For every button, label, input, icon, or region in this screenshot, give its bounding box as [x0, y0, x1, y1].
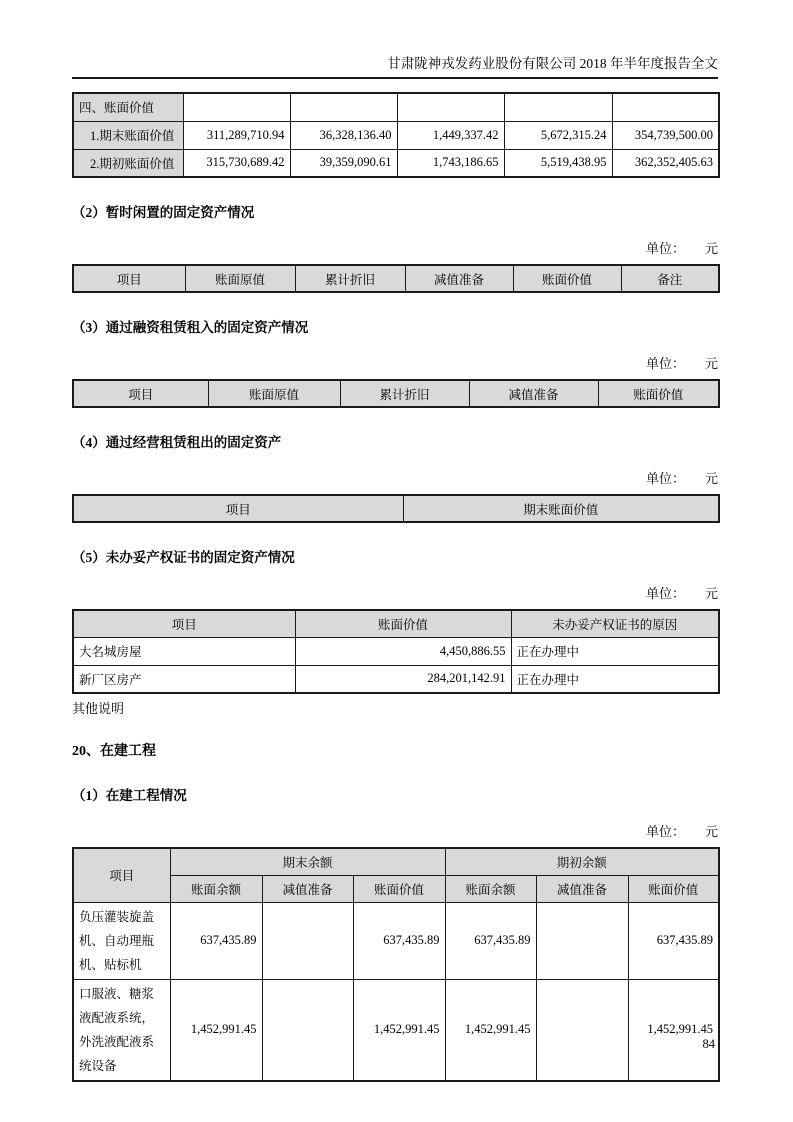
- column-header: 项目: [73, 380, 208, 407]
- row-label: 1.期末账面价值: [73, 121, 183, 149]
- empty-cell: [536, 979, 628, 1081]
- empty-cell: [183, 93, 290, 121]
- column-header: 备注: [621, 265, 719, 292]
- value-cell: 311,289,710.94: [183, 121, 290, 149]
- group-header-beginning-balance: 期初余额: [445, 848, 719, 875]
- item-cell: 口服液、糖浆液配液系统，外洗液配液系统设备: [73, 979, 170, 1081]
- empty-cell: [504, 93, 612, 121]
- value-cell: 39,359,090.61: [290, 149, 397, 177]
- table-row: [73, 637, 719, 665]
- value-cell: 284,201,142.91: [295, 665, 511, 693]
- unit-label: 单位：: [645, 241, 685, 256]
- column-header: 未办妥产权证书的原因: [511, 610, 719, 637]
- value-cell: 637,435.89: [353, 902, 445, 979]
- empty-cell: [612, 93, 719, 121]
- unit-line: [72, 241, 718, 256]
- value-cell: 315,730,689.42: [183, 149, 290, 177]
- value-cell: 1,452,991.45: [353, 979, 445, 1081]
- column-header: 期末账面价值: [403, 495, 719, 522]
- value-cell: 637,435.89: [445, 902, 536, 979]
- value-cell: 36,328,136.40: [290, 121, 397, 149]
- value-cell: 4,450,886.55: [295, 637, 511, 665]
- table-header-row: [73, 495, 719, 522]
- unit-line: [72, 356, 718, 371]
- item-cell: 负压灌装旋盖机、自动理瓶机、贴标机: [73, 902, 170, 979]
- column-header: 账面原值: [208, 380, 340, 407]
- value-cell: 1,743,186.65: [397, 149, 504, 177]
- table-row: [73, 93, 719, 121]
- unit-line: [72, 471, 718, 486]
- unit-label: 单位：: [645, 824, 685, 839]
- value-cell: 637,435.89: [628, 902, 719, 979]
- column-header: 账面价值: [353, 875, 445, 902]
- item-cell: 大名城房屋: [73, 637, 295, 665]
- finance-lease-table: [72, 379, 720, 408]
- table-subheader-row: [73, 875, 719, 902]
- page-content: [72, 0, 718, 1082]
- page-number: 84: [702, 1037, 715, 1051]
- unit-value: 元: [704, 586, 718, 601]
- value-cell: 5,519,438.95: [504, 149, 612, 177]
- column-header: 累计折旧: [295, 265, 405, 292]
- column-header: 账面原值: [185, 265, 295, 292]
- row-label: 2.期初账面价值: [73, 149, 183, 177]
- empty-cell: [262, 979, 353, 1081]
- section-heading-finance-lease: （3）通过融资租赁租入的固定资产情况: [72, 320, 309, 335]
- column-header: 项目: [73, 610, 295, 637]
- report-title: 甘肃陇神戎发药业股份有限公司 2018 年半年度报告全文: [387, 56, 718, 71]
- other-notes-label: 其他说明: [72, 701, 125, 716]
- section-heading-no-cert: （5）未办妥产权证书的固定资产情况: [72, 550, 295, 565]
- unit-value: 元: [704, 356, 718, 371]
- unit-line: [72, 586, 718, 601]
- value-cell: 1,452,991.45: [628, 979, 719, 1081]
- column-header: 累计折旧: [340, 380, 469, 407]
- book-value-table: [72, 92, 720, 178]
- table-row: [73, 979, 719, 1081]
- cip-table: [72, 847, 720, 1082]
- unit-value: 元: [704, 824, 718, 839]
- column-header: 账面价值: [598, 380, 719, 407]
- unit-label: 单位：: [645, 586, 685, 601]
- row-label: 四、账面价值: [73, 93, 183, 121]
- column-header: 账面价值: [513, 265, 621, 292]
- unit-value: 元: [704, 241, 718, 256]
- column-header: 项目: [73, 495, 403, 522]
- table-row: [73, 902, 719, 979]
- item-cell: 新厂区房产: [73, 665, 295, 693]
- table-header-row: [73, 265, 719, 292]
- value-cell: 1,449,337.42: [397, 121, 504, 149]
- column-header: 减值准备: [536, 875, 628, 902]
- group-header-ending-balance: 期末余额: [170, 848, 445, 875]
- table-header-row: [73, 610, 719, 637]
- document-header: [72, 0, 718, 79]
- idle-assets-table: [72, 264, 720, 293]
- unit-label: 单位：: [645, 356, 685, 371]
- value-cell: 1,452,991.45: [445, 979, 536, 1081]
- column-header: 减值准备: [405, 265, 513, 292]
- column-header: 减值准备: [262, 875, 353, 902]
- section-heading-idle-assets: （2）暂时闲置的固定资产情况: [72, 205, 255, 220]
- empty-cell: [536, 902, 628, 979]
- column-header: 账面价值: [628, 875, 719, 902]
- table-row: [73, 665, 719, 693]
- unit-label: 单位：: [645, 471, 685, 486]
- column-header: 账面价值: [295, 610, 511, 637]
- table-row: [73, 121, 719, 149]
- table-row: [73, 149, 719, 177]
- empty-cell: [290, 93, 397, 121]
- value-cell: 1,452,991.45: [170, 979, 262, 1081]
- value-cell: 637,435.89: [170, 902, 262, 979]
- column-header: 减值准备: [469, 380, 598, 407]
- empty-cell: [262, 902, 353, 979]
- value-cell: 362,352,405.63: [612, 149, 719, 177]
- table-header-row: [73, 848, 719, 875]
- no-cert-table: [72, 609, 720, 694]
- section-heading-cip: 20、在建工程: [72, 744, 156, 759]
- value-cell: 354,739,500.00: [612, 121, 719, 149]
- column-header-item: 项目: [73, 848, 170, 902]
- column-header: 账面余额: [445, 875, 536, 902]
- table-header-row: [73, 380, 719, 407]
- operating-lease-table: [72, 494, 720, 523]
- reason-cell: 正在办理中: [511, 637, 719, 665]
- reason-cell: 正在办理中: [511, 665, 719, 693]
- empty-cell: [397, 93, 504, 121]
- value-cell: 5,672,315.24: [504, 121, 612, 149]
- unit-value: 元: [704, 471, 718, 486]
- unit-line: [72, 824, 718, 839]
- column-header: 项目: [73, 265, 185, 292]
- subsection-heading-cip-detail: （1）在建工程情况: [72, 788, 187, 803]
- column-header: 账面余额: [170, 875, 262, 902]
- section-heading-operating-lease: （4）通过经营租赁租出的固定资产: [72, 435, 282, 450]
